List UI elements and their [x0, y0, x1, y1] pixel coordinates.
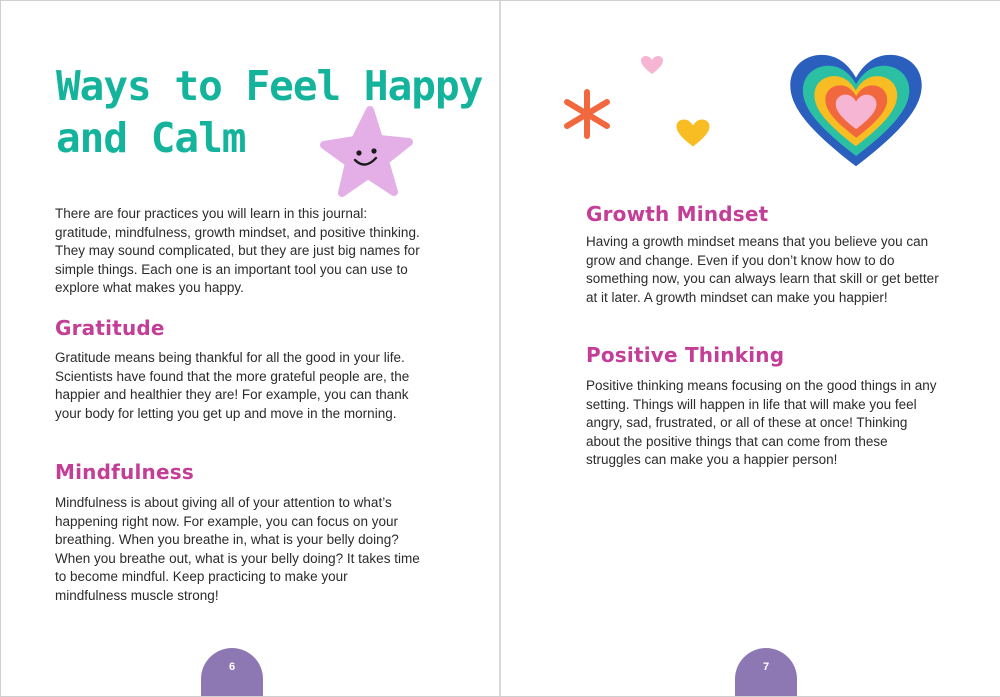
mindfulness-heading: Mindfulness — [55, 460, 194, 484]
small-pink-heart-icon — [640, 55, 664, 75]
left-page — [0, 0, 499, 696]
positive-thinking-paragraph: Positive thinking means focusing on the good things in any setting. Things will happen in life that will make you feel angry, sad, frustrated, or all of these at once! Thinking about the positive things that can come from these struggles can make you a happier person! — [586, 378, 937, 468]
asterisk-icon — [559, 86, 615, 142]
gratitude-paragraph: Gratitude means being thankful for all the good in your life. Scientists have found that the more grateful people are, the happier and healthier they are! For example, you can thank your body for letting you get up and move in the morning. — [55, 350, 410, 421]
intro-paragraph: There are four practices you will learn in this journal: gratitude, mindfulness, growth mindset, and positive thinking. They may sound complicated, but they are just big names for simple things. Each one is an important tool you can use to explore what makes you happy. — [55, 206, 420, 296]
page-number-tab — [201, 648, 263, 696]
gratitude-heading: Gratitude — [55, 316, 165, 340]
page-title — [56, 60, 482, 164]
growth-mindset-paragraph: Having a growth mindset means that you believe you can grow and change. Even if you don’t know how to do something now, you can always learn that skill or get better at it later. A growth mindset can make you happier! — [586, 234, 939, 305]
growth-mindset-heading: Growth Mindset — [586, 202, 769, 226]
rainbow-heart-icon — [787, 52, 925, 172]
positive-thinking-heading: Positive Thinking — [586, 343, 785, 367]
title-line-2: and Calm — [56, 114, 246, 162]
page-number: 6 — [228, 661, 236, 673]
right-page — [501, 0, 1000, 696]
page-number-tab — [735, 648, 797, 696]
title-line-1: Ways to Feel Happy — [56, 62, 483, 110]
smiling-star-icon — [318, 106, 414, 198]
page-number: 7 — [762, 661, 770, 673]
mindfulness-paragraph: Mindfulness is about giving all of your attention to what’s happening right now. For example, you can focus on your breathing. When you breathe in, what is your belly doing? When you breathe out, what is your belly doing? It takes time to become mindful. Keep practicing to make your mindfulness muscle strong! — [55, 495, 420, 603]
small-yellow-heart-icon — [675, 118, 711, 148]
